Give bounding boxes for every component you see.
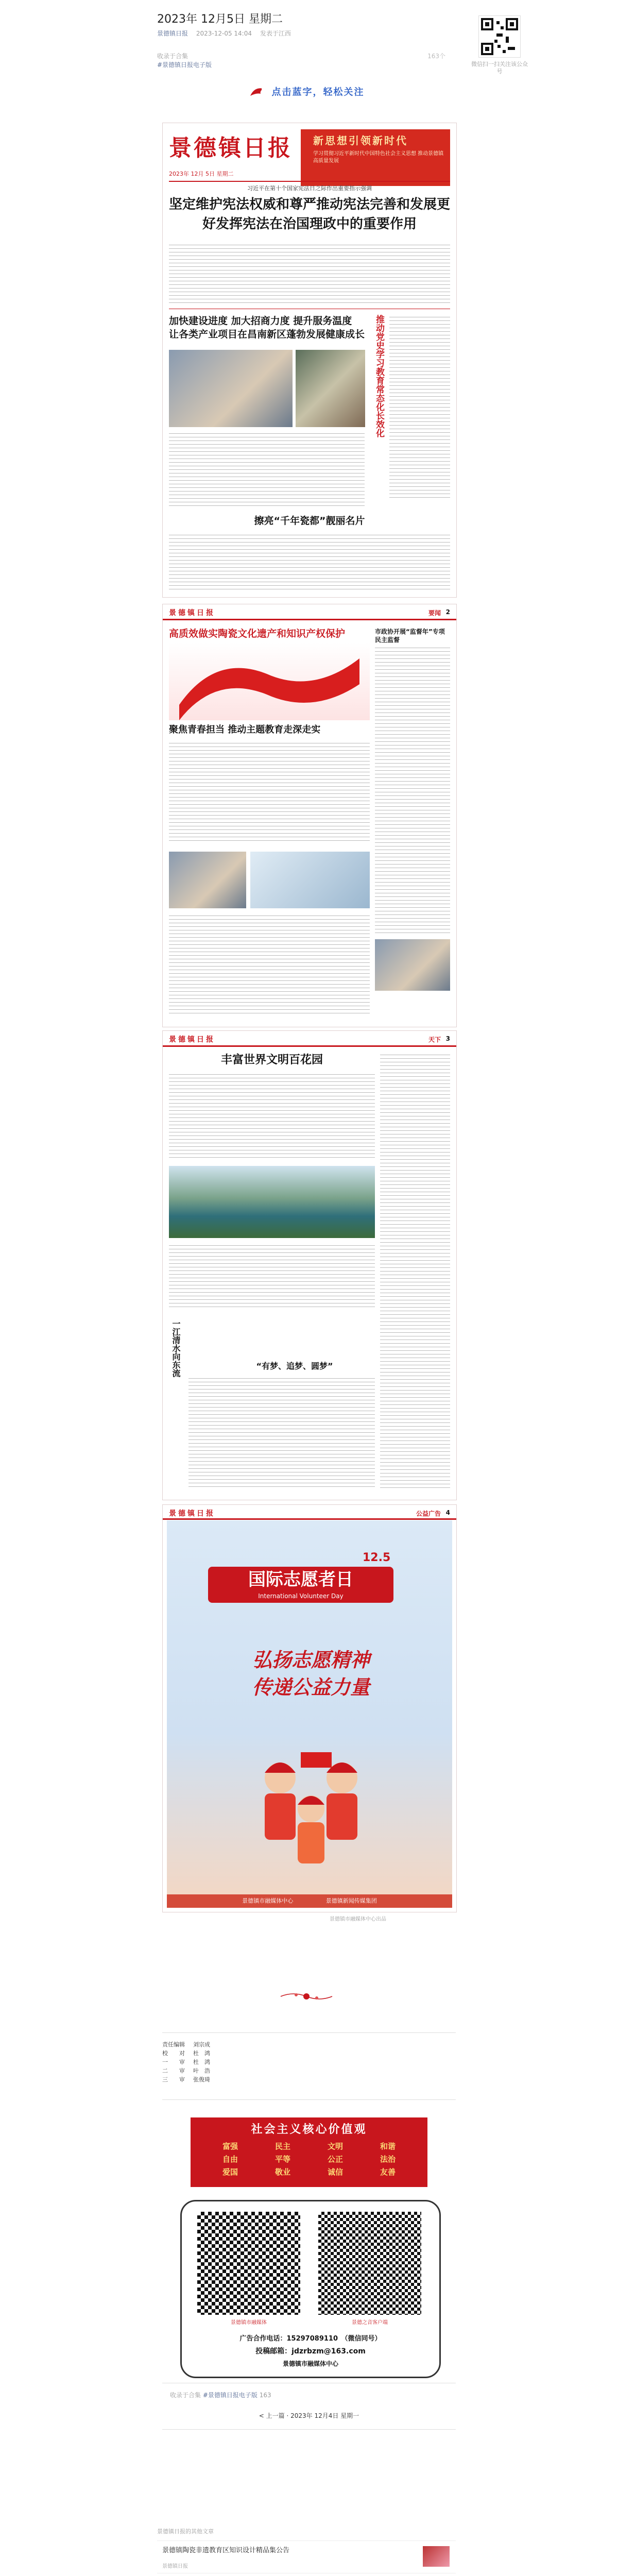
core-value: 平等 (274, 2155, 290, 2164)
page-logo: 景德镇日报 (169, 1036, 215, 1044)
masthead: 景德镇日报 (169, 135, 293, 161)
newspaper-page-2[interactable] (162, 604, 457, 1027)
ad-phone: 广告合作电话：15297089110 （微信同号） (239, 2335, 382, 2343)
collection-tag[interactable]: #景德镇日报电子版 (202, 2392, 258, 2399)
follow-qr-panel (469, 15, 530, 76)
editor-credits (162, 2040, 317, 2084)
page3-headline-1: 丰富世界文明百花园 (220, 1054, 323, 1066)
news-photo (296, 350, 365, 427)
core-value: 民主 (274, 2142, 290, 2151)
core-value: 敬业 (274, 2167, 290, 2177)
editor-row (162, 2058, 317, 2066)
poster-title (208, 1567, 393, 1603)
lead-headline: 坚定维护宪法权威和尊严推动宪法完善和发展更好发挥宪法在治国理政中的重要作用 (169, 197, 451, 232)
news-photo (169, 852, 246, 908)
page3-body-text (169, 1072, 375, 1160)
page3-vertical-headline: 一江清水向东流 (171, 1319, 181, 1377)
list-item-title: 景德镇陶瓷非遗教育区知识设计精品集公告 (162, 2547, 290, 2554)
side-headline: 推动党史学习教育常态化长效化 (374, 315, 384, 437)
slogan-line-1: 弘扬志愿精神 (252, 1649, 370, 1671)
core-value: 公正 (327, 2155, 343, 2164)
qr-caption-left: 景德镇市融媒体 (231, 2320, 267, 2326)
date-badge: 12.5 (363, 1551, 391, 1564)
masthead-ad (301, 129, 450, 186)
submission-email: 投稿邮箱：jdzrbzm@163.com (255, 2347, 366, 2355)
page-number: 2 (445, 608, 450, 616)
newspaper-page-3[interactable] (162, 1030, 457, 1500)
slogan-line-2: 传递公益力量 (252, 1676, 370, 1699)
landscape-photo (169, 1166, 375, 1238)
editor-name: 叶 浩 (193, 2067, 210, 2074)
divider (162, 2099, 456, 2100)
editor-row (162, 2075, 317, 2084)
lead-subtitle: 习近平在第十个国家宪法日之际作出重要指示强调 (247, 185, 372, 192)
poster-slogan (203, 1647, 419, 1701)
core-value: 诚信 (327, 2167, 343, 2177)
page-logo: 景德镇日报 (169, 609, 215, 617)
volunteer-day-poster (167, 1520, 452, 1908)
sub-headline: 加快建设进度 加大招商力度 提升服务温度 让各类产业项目在昌南新区蓬勃发展健康成长 (169, 315, 365, 340)
bottom-body-text (169, 533, 450, 589)
page-logo: 景德镇日报 (169, 1510, 215, 1518)
editor-role: 三 审 (162, 2076, 185, 2083)
list-item-source: 景德镇日报 (162, 2564, 188, 2569)
editor-name: 杜 鸿 (193, 2050, 210, 2057)
page3-body-text (188, 1376, 375, 1489)
divider (162, 2429, 456, 2430)
editor-row (162, 2040, 317, 2049)
poster-title-en: International Volunteer Day (258, 1592, 344, 1600)
newspaper-page-1[interactable] (162, 123, 457, 598)
credit-line: 景德镇市融媒体中心出品 (330, 1917, 386, 1922)
recommended-heading: 景德镇日报的其他文章 (157, 2528, 214, 2535)
masthead-ad-title: 新思想引领新时代 (313, 134, 408, 147)
dateline: 2023年 12月 5日 星期二 (169, 171, 234, 177)
page3-body-text (169, 1243, 375, 1310)
page3-headline-2: “有梦、追梦、圆梦” (256, 1361, 333, 1371)
editor-role: 二 审 (162, 2067, 185, 2074)
page2-body-text (169, 741, 370, 844)
bottom-headline: 擦亮“千年瓷都”靓丽名片 (254, 515, 365, 527)
lead-body-text (169, 243, 450, 304)
volunteers-illustration (244, 1742, 378, 1881)
bird-icon (248, 82, 269, 103)
qr-code-icon[interactable] (318, 2212, 421, 2315)
poster-footer (167, 1894, 452, 1908)
collection-label: 收录于合集 (157, 53, 188, 60)
list-item-thumbnail (423, 2546, 450, 2567)
page-number: 3 (445, 1035, 450, 1042)
article-meta (157, 29, 297, 38)
page2-side-text (375, 646, 450, 934)
list-item[interactable] (157, 2540, 456, 2573)
qr-caption: 微信扫一扫关注该公众号 (471, 61, 528, 75)
collection-count: 163 (259, 2392, 271, 2399)
follow-banner-text: 点击蓝字，轻松关注 (271, 87, 365, 98)
publish-date: 2023-12-05 14:04 (196, 30, 252, 37)
divider (169, 181, 450, 182)
masthead-ad-body: 学习贯彻习近平新时代中国特色社会主义思想 推动景德镇高质量发展 (313, 151, 444, 164)
qr-code-icon (478, 15, 521, 58)
page-number: 4 (445, 1509, 450, 1516)
prev-article-link[interactable]: < 上一篇 · 2023年 12月4日 星期一 (259, 2412, 359, 2419)
collection-label: 收录于合集 (170, 2392, 201, 2399)
divider (162, 2032, 456, 2033)
core-value: 爱国 (222, 2167, 238, 2177)
editor-name: 张俊琦 (193, 2076, 210, 2083)
editor-role: 一 审 (162, 2059, 185, 2065)
page-label: 天下 (428, 1036, 441, 1043)
page2-headline-2: 聚焦青春担当 推动主题教育走深走实 (169, 724, 321, 735)
collection-footer (170, 2391, 448, 2399)
core-value: 和谐 (380, 2142, 396, 2151)
editor-role: 校 对 (162, 2050, 185, 2057)
core-value: 法治 (380, 2155, 396, 2164)
newspaper-page-4[interactable] (162, 1504, 457, 1912)
account-name[interactable]: 景德镇日报 (157, 30, 188, 37)
flag-illustration (169, 643, 370, 720)
follow-banner[interactable] (157, 82, 456, 118)
qr-code-icon[interactable] (197, 2212, 300, 2315)
sub-body-text (169, 431, 365, 509)
collection-count: 163个 (427, 53, 445, 60)
core-value: 文明 (327, 2142, 343, 2151)
editor-name: 刘宗成 (193, 2041, 210, 2048)
page-label: 公益广告 (416, 1510, 441, 1517)
page-label: 要闻 (428, 609, 441, 617)
page3-side-text (380, 1053, 450, 1490)
page-title: 2023年 12月5日 星期二 (157, 13, 283, 26)
header-rule (163, 619, 456, 620)
qr-caption-right: 景德之音客户端 (352, 2320, 388, 2326)
collection-header (157, 52, 456, 69)
side-body-text (389, 315, 450, 500)
header-rule (163, 1518, 456, 1520)
core-value: 友善 (380, 2167, 396, 2177)
editor-name: 杜 鸿 (193, 2059, 210, 2065)
publish-location: 发表于江西 (260, 30, 291, 37)
flower-divider-icon (276, 1989, 337, 2004)
recommended-articles (157, 2527, 456, 2576)
header-rule (163, 1045, 456, 1047)
poster-footer-left: 景德镇市融媒体中心 (242, 1897, 294, 1904)
editor-row (162, 2049, 317, 2058)
page2-body-text (169, 913, 370, 1016)
page2-headline-1: 高质效做实陶瓷文化遗产和知识产权保护 (169, 628, 346, 639)
contact-qr-card (180, 2200, 441, 2378)
page2-side-headline: 市政协开展“监督年”专项民主监督 (375, 628, 445, 644)
news-photo (375, 939, 450, 991)
editor-row (162, 2066, 317, 2075)
news-photo (169, 350, 293, 427)
core-value: 自由 (222, 2155, 238, 2164)
core-values-grid (191, 2137, 427, 2181)
poster-footer-right: 景德镇新闻传媒集团 (325, 1897, 377, 1904)
news-photo (250, 852, 370, 908)
core-values-title: 社会主义核心价值观 (251, 2123, 367, 2136)
poster-title-text: 国际志愿者日 (248, 1569, 353, 1590)
editor-role: 责任编辑 (162, 2041, 185, 2048)
core-value: 富强 (222, 2142, 238, 2151)
org-name: 景德镇市融媒体中心 (282, 2360, 338, 2367)
collection-tag[interactable]: #景德镇日报电子版 (157, 61, 212, 69)
list-item[interactable] (157, 2573, 456, 2576)
core-values-banner (191, 2117, 427, 2187)
